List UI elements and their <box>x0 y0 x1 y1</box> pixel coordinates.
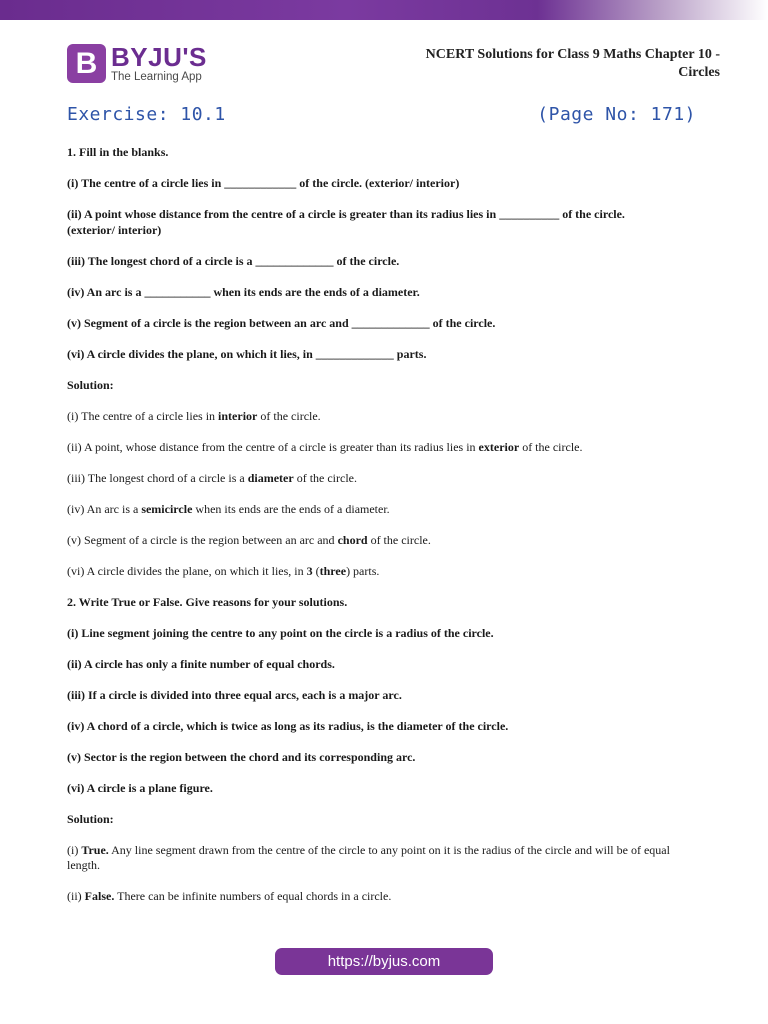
document-title-line1: NCERT Solutions for Class 9 Maths Chapter 10 - <box>425 47 720 62</box>
brand-tagline: The Learning App <box>111 71 202 83</box>
q1-answer: (iii) The longest chord of a circle is a diameter of the circle. <box>67 471 358 485</box>
top-color-bar <box>0 0 768 20</box>
q1-answer: (vi) A circle divides the plane, on which it lies, in 3 (three) parts. <box>67 564 380 578</box>
q2-item: (iv) A chord of a circle, which is twice as long as its radius, is the diameter of the circle. <box>67 719 509 733</box>
byjus-logo[interactable] <box>67 44 207 88</box>
document-body <box>67 141 703 904</box>
q2-item: (ii) A circle has only a finite number of equal chords. <box>67 657 335 671</box>
q1-answer: (v) Segment of a circle is the region between an arc and chord of the circle. <box>67 533 431 547</box>
q2-item: (v) Sector is the region between the chord and its corresponding arc. <box>67 750 416 764</box>
q1-item-continued: (exterior/ interior) <box>67 223 162 237</box>
q1-answer: (i) The centre of a circle lies in interior of the circle. <box>67 409 321 423</box>
q2-answer: (i) True. Any line segment drawn from the centre of the circle to any point on it is the radius of the circle and will be of equal length. <box>67 843 670 872</box>
page-number: (Page No: 171) <box>537 104 696 125</box>
q2-answer: (ii) False. There can be infinite numbers of equal chords in a circle. <box>67 889 392 903</box>
exercise-heading: Exercise: 10.1 <box>67 104 226 125</box>
q1-item: (iii) The longest chord of a circle is a _____________ of the circle. <box>67 254 400 268</box>
q2-item: (vi) A circle is a plane figure. <box>67 781 213 795</box>
website-link-button[interactable]: https://byjus.com <box>275 948 493 975</box>
document-title <box>360 46 720 82</box>
logo-mark-icon: B <box>67 44 106 83</box>
q1-item: (i) The centre of a circle lies in ____________ of the circle. (exterior/ interior) <box>67 176 460 190</box>
q1-answer: (ii) A point, whose distance from the centre of a circle is greater than its radius lies in exterior of the circle. <box>67 440 583 454</box>
q1-item: (iv) An arc is a ___________ when its ends are the ends of a diameter. <box>67 285 420 299</box>
q1-item: (ii) A point whose distance from the centre of a circle is greater than its radius lies in __________ of the circle. <box>67 207 625 221</box>
q2-item: (i) Line segment joining the centre to any point on the circle is a radius of the circle. <box>67 626 494 640</box>
q1-item: (vi) A circle divides the plane, on which it lies, in _____________ parts. <box>67 347 427 361</box>
q1-solution-label: Solution: <box>67 378 114 392</box>
q2-solution-label: Solution: <box>67 812 114 826</box>
brand-name: BYJU'S <box>111 42 207 72</box>
q2-item: (iii) If a circle is divided into three equal arcs, each is a major arc. <box>67 688 402 702</box>
q1-answer: (iv) An arc is a semicircle when its ends are the ends of a diameter. <box>67 502 390 516</box>
question-1-title: 1. Fill in the blanks. <box>67 145 169 159</box>
q1-item: (v) Segment of a circle is the region between an arc and _____________ of the circle. <box>67 316 496 330</box>
document-title-line2: Circles <box>678 65 720 80</box>
question-2-title: 2. Write True or False. Give reasons for your solutions. <box>67 595 348 609</box>
